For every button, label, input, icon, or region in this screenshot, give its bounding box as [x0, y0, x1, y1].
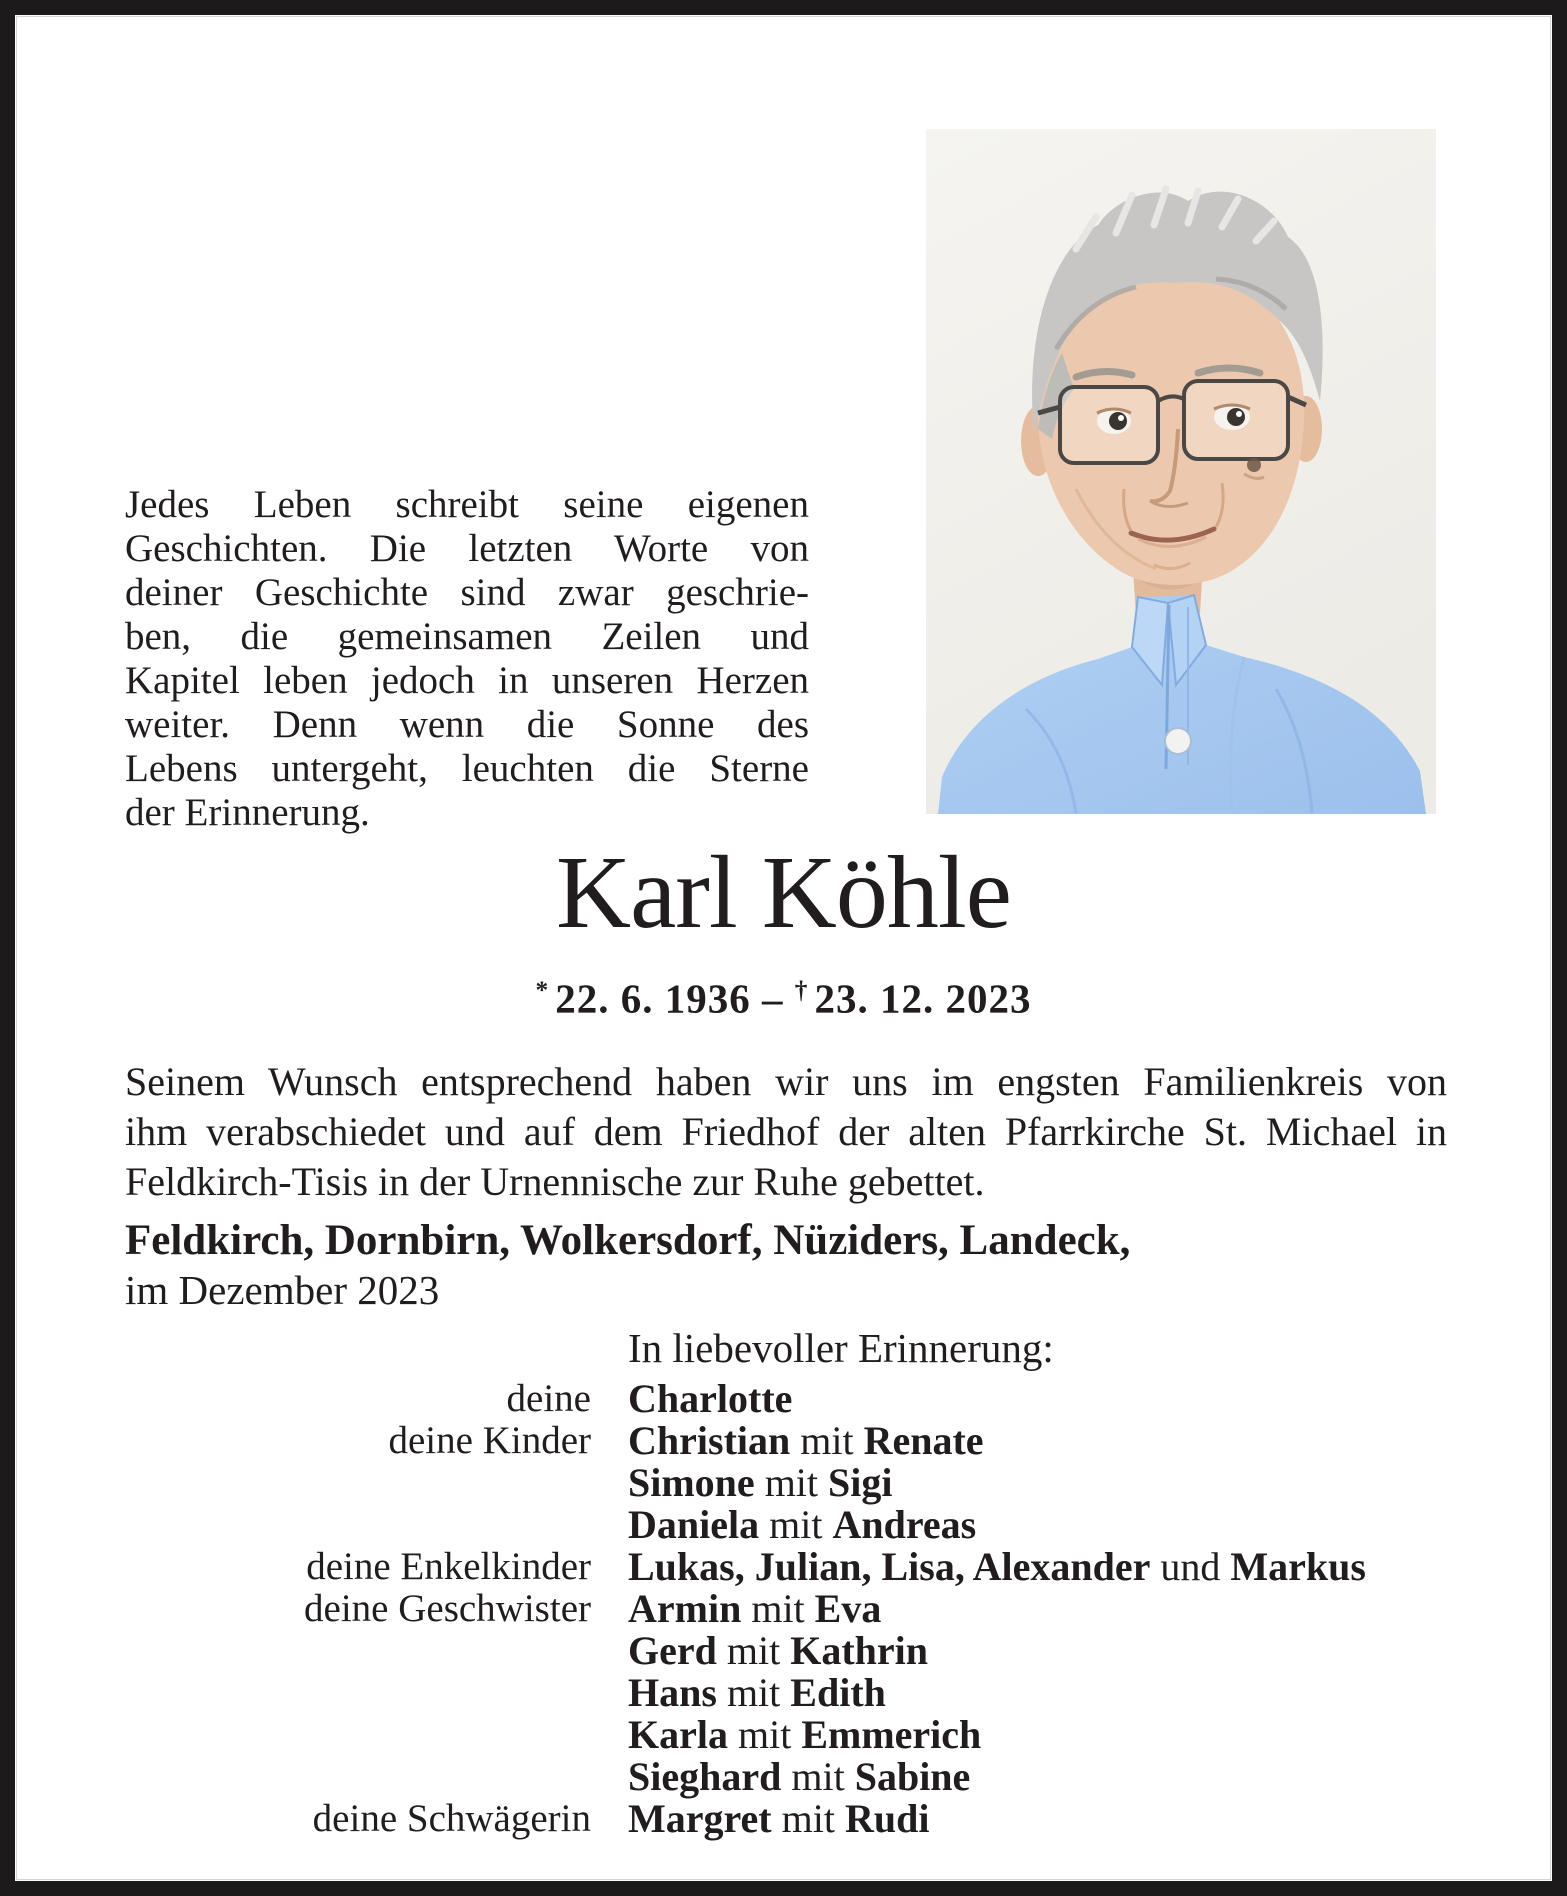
family-relation-label [15, 1672, 591, 1714]
family-names [628, 1672, 886, 1714]
announcement-paragraph [125, 1057, 1447, 1207]
dates-separator: – [762, 975, 784, 1022]
family-member-name: Lukas, Julian, Lisa, Alexander [628, 1544, 1151, 1589]
portrait-photo [926, 129, 1436, 814]
poem-line: Kapitel leben jedoch in unseren Herzen [125, 659, 809, 702]
family-connector-text: mit [754, 1460, 829, 1505]
family-connector-text: mit [790, 1418, 864, 1463]
announcement-line: ihm verabschiedet und auf dem Friedhof der alten Pfarrkirche St. Michael in [125, 1109, 1447, 1154]
deceased-name: Karl Köhle [556, 835, 1011, 950]
family-connector-text: mit [716, 1628, 791, 1673]
family-member-name: Gerd [628, 1628, 717, 1673]
family-member-name: Emmerich [801, 1712, 982, 1757]
family-connector-text: mit [716, 1670, 791, 1715]
family-row [15, 1588, 1535, 1630]
poem-line: deiner Geschichte sind zwar geschrie- [125, 571, 809, 614]
death-symbol: † [794, 976, 809, 1004]
announcement-line: Seinem Wunsch entsprechend haben wir uns im engsten Familienkreis von [125, 1059, 1447, 1104]
family-names [628, 1588, 881, 1630]
month-line: im Dezember 2023 [125, 1267, 440, 1313]
family-names [628, 1504, 976, 1546]
family-member-name: Markus [1230, 1544, 1366, 1589]
family-member-name: Renate [863, 1418, 984, 1463]
family-row [15, 1378, 1535, 1420]
family-member-name: Kathrin [790, 1628, 929, 1673]
poem-line: der Erinnerung. [125, 791, 370, 834]
family-connector-text: mit [759, 1502, 833, 1547]
poem-line: weiter. Denn wenn die Sonne des [125, 703, 809, 746]
family-names [628, 1798, 929, 1840]
family-relation-label: deine Geschwister [304, 1587, 591, 1630]
family-relation-label [15, 1630, 591, 1672]
family-names [628, 1546, 1366, 1588]
shirt-button [1165, 728, 1191, 754]
family-row [15, 1756, 1535, 1798]
family-row [15, 1420, 1535, 1462]
birth-symbol: * [535, 976, 550, 1004]
family-member-name: Sieghard [628, 1754, 782, 1799]
family-relation-label [15, 1462, 591, 1504]
family-member-name: Rudi [844, 1796, 930, 1841]
family-names [628, 1378, 792, 1420]
announcement-line: Feldkirch-Tisis in der Urnennische zur Ruhe gebettet. [125, 1159, 985, 1204]
family-member-name: Daniela [628, 1502, 760, 1547]
family-member-name: Sigi [828, 1460, 893, 1505]
birth-date: 22. 6. 1936 [555, 975, 751, 1022]
family-row [15, 1630, 1535, 1672]
family-connector-text: und [1150, 1544, 1231, 1589]
family-member-name: Margret [628, 1796, 772, 1841]
family-member-name: Eva [814, 1586, 882, 1631]
family-relation-label [15, 1504, 591, 1546]
family-row [15, 1672, 1535, 1714]
family-names [628, 1630, 928, 1672]
family-row [15, 1462, 1535, 1504]
family-relation-label: deine Schwägerin [312, 1797, 591, 1840]
family-member-name: Charlotte [628, 1376, 793, 1421]
poem-block [125, 483, 809, 835]
family-member-name: Edith [790, 1670, 886, 1715]
poem-line: Lebens untergeht, leuchten die Sterne [125, 747, 809, 790]
remembrance-heading: In liebevoller Erinnerung: [628, 1325, 1054, 1371]
family-list [15, 1378, 1535, 1840]
family-relation-label: deine Enkelkinder [306, 1545, 591, 1588]
family-relation-label [15, 1714, 591, 1756]
family-names [628, 1420, 984, 1462]
family-relation-label [15, 1756, 591, 1798]
locations-line: Feldkirch, Dornbirn, Wolkersdorf, Nüziders, Landeck, [125, 1217, 1131, 1264]
life-dates [15, 967, 1552, 1022]
family-names [628, 1714, 981, 1756]
family-connector-text: mit [741, 1586, 815, 1631]
portrait-cheek-mole [1247, 458, 1261, 472]
family-relation-label: deine Kinder [388, 1419, 591, 1462]
family-member-name: Hans [628, 1670, 717, 1715]
family-row [15, 1714, 1535, 1756]
family-names [628, 1756, 970, 1798]
poem-line: ben, die gemeinsamen Zeilen und [125, 615, 809, 658]
poem-line: Geschichten. Die letzten Worte von [125, 527, 809, 570]
family-member-name: Simone [628, 1460, 755, 1505]
family-member-name: Christian [628, 1418, 791, 1463]
family-connector-text: mit [771, 1796, 845, 1841]
family-row [15, 1504, 1535, 1546]
family-relation-label: deine [506, 1377, 591, 1420]
portrait-photo-svg [926, 129, 1436, 814]
family-member-name: Sabine [854, 1754, 971, 1799]
family-row [15, 1546, 1535, 1588]
family-connector-text: mit [727, 1712, 802, 1757]
family-member-name: Andreas [832, 1502, 977, 1547]
family-names [628, 1462, 893, 1504]
family-member-name: Armin [628, 1586, 742, 1631]
death-date: 23. 12. 2023 [814, 975, 1032, 1022]
family-connector-text: mit [781, 1754, 855, 1799]
family-row [15, 1798, 1535, 1840]
poem-line: Jedes Leben schreibt seine eigenen [125, 483, 809, 526]
family-member-name: Karla [628, 1712, 728, 1757]
